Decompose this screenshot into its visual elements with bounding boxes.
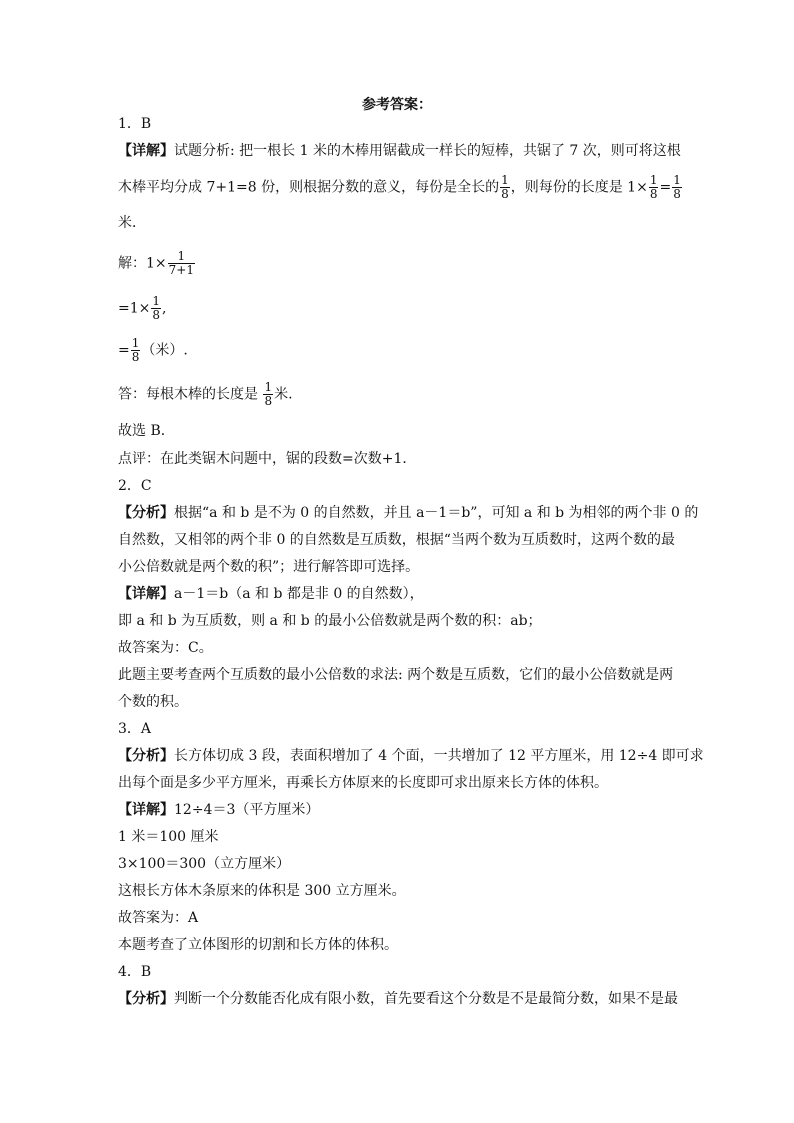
- q2-analysis-tag: 【分析】: [118, 505, 174, 521]
- q2-analysis-line-1: [118, 503, 699, 523]
- page-title: 参考答案：: [362, 97, 432, 113]
- q3-detail-line-2: 1 米＝100 厘米: [118, 829, 219, 845]
- fraction-one-eighth: $\frac{1}{8}$: [649, 173, 658, 201]
- q4-analysis-text-1: 判断一个分数能否化成有限小数，首先要看这个分数是不是最简分数，如果不是最: [174, 991, 678, 1007]
- q2-detail-line-1: [118, 584, 678, 604]
- q2-detail-line-2: 即 a 和 b 为互质数，则 a 和 b 的最小公倍数就是两个数的积：ab；: [118, 613, 542, 629]
- q2-answer: 2．C: [118, 478, 152, 494]
- q4-analysis-line-1: [118, 989, 678, 1009]
- q3-answer: 3．A: [118, 721, 152, 737]
- q1-answer-text-a: 答：每根木棒的长度是: [118, 386, 263, 403]
- q3-detail-tag: 【详解】: [118, 802, 174, 818]
- q1-comment: 点评：在此类锯木问题中，锯的段数=次数+1．: [118, 451, 417, 467]
- q2-detail-tag: 【详解】: [118, 586, 174, 602]
- q3-analysis-line-1: [118, 746, 704, 766]
- q1-solution-line-2: [118, 295, 678, 322]
- q3-detail-text-1: 12÷4＝3（平方厘米）: [174, 802, 320, 818]
- q3-detail-line-4: 这根长方体木条原来的体积是 300 立方厘米。: [118, 883, 406, 899]
- q4-answer: 4．B: [118, 964, 152, 980]
- q2-conclusion: 故答案为：C。: [118, 640, 213, 656]
- q3-analysis-text-1: 长方体切成 3 段，表面积增加了 4 个面，一共增加了 12 平方厘米，用 12÷4 即可求: [174, 748, 704, 764]
- q1-solution-text-2: =1×: [118, 300, 151, 317]
- q1-detail-tag: 【详解】: [118, 143, 174, 159]
- q3-conclusion: 故答案为：A: [118, 910, 199, 926]
- q1-answer: 1．B: [118, 116, 152, 132]
- q3-analysis-line-2: 出每个面是多少平方厘米，再乘长方体原来的长度即可求出原来长方体的体积。: [118, 775, 608, 791]
- q1-answer-line: [118, 381, 678, 408]
- q1-explain-text-1: 试题分析: 把一根长 1 米的木棒用锯截成一样长的短棒，共锯了 7 次，则可将这根: [174, 143, 681, 159]
- q1-choose: 故选 B．: [118, 423, 175, 439]
- q1-explain-line-2: [118, 173, 681, 201]
- q3-summary: 本题考查了立体图形的切割和长方体的体积。: [118, 937, 398, 953]
- q1-solution-text-1: 解：1×: [118, 255, 167, 272]
- q1-solution-line-1: [118, 250, 678, 277]
- q1-explain-text-2b: ，则每份的长度是 1×: [510, 179, 648, 196]
- fraction-one-eighth: $\frac{1}{8}$: [673, 173, 681, 201]
- q2-analysis-text-1: 根据“a 和 b 是不为 0 的自然数，并且 a－1＝b”，可知 a 和 b 为相邻的两个非 0 的: [174, 505, 699, 521]
- q2-detail-text-1: a－1＝b（a 和 b 都是非 0 的自然数），: [174, 586, 424, 602]
- q1-solution-comma: ,: [162, 300, 167, 317]
- q3-analysis-tag: 【分析】: [118, 748, 174, 764]
- q4-analysis-tag: 【分析】: [118, 991, 174, 1007]
- q2-summary-line-1: 此题主要考查两个互质数的最小公倍数的求法: 两个数是互质数，它们的最小公倍数就是两: [118, 667, 674, 683]
- q1-solution-equals: =: [118, 342, 130, 359]
- fraction-one-eighth: $\frac{1}{8}$: [264, 380, 273, 408]
- q2-summary-line-2: 个数的积。: [118, 694, 188, 710]
- fraction-one-eighth: $\frac{1}{8}$: [501, 173, 509, 201]
- q2-analysis-line-2: 自然数，又相邻的两个非 0 的自然数是互质数，根据“当两个数为互质数时，这两个数的最: [118, 532, 675, 548]
- fraction-one-eighth: $\frac{1}{8}$: [131, 336, 140, 364]
- q1-explain-line-3: 米．: [118, 215, 146, 231]
- q1-solution-unit: （米）.: [141, 342, 188, 359]
- q1-explain-line-1: [118, 141, 681, 161]
- q1-explain-text-2a: 木棒平均分成 7+1=8 份，则根据分数的意义，每份是全长的: [118, 179, 500, 196]
- q1-answer-text-b: 米.: [274, 386, 293, 403]
- q1-solution-line-3: [118, 337, 678, 364]
- q1-equals: =: [659, 179, 672, 196]
- q3-detail-line-1: [118, 800, 678, 820]
- fraction-one-over-seven-plus-one: $\frac{1}{7+1}$: [168, 249, 194, 277]
- fraction-one-eighth: $\frac{1}{8}$: [152, 294, 161, 322]
- q3-detail-line-3: 3×100＝300（立方厘米）: [118, 856, 291, 872]
- q2-analysis-line-3: 小公倍数就是两个数的积”；进行解答即可选择。: [118, 559, 420, 575]
